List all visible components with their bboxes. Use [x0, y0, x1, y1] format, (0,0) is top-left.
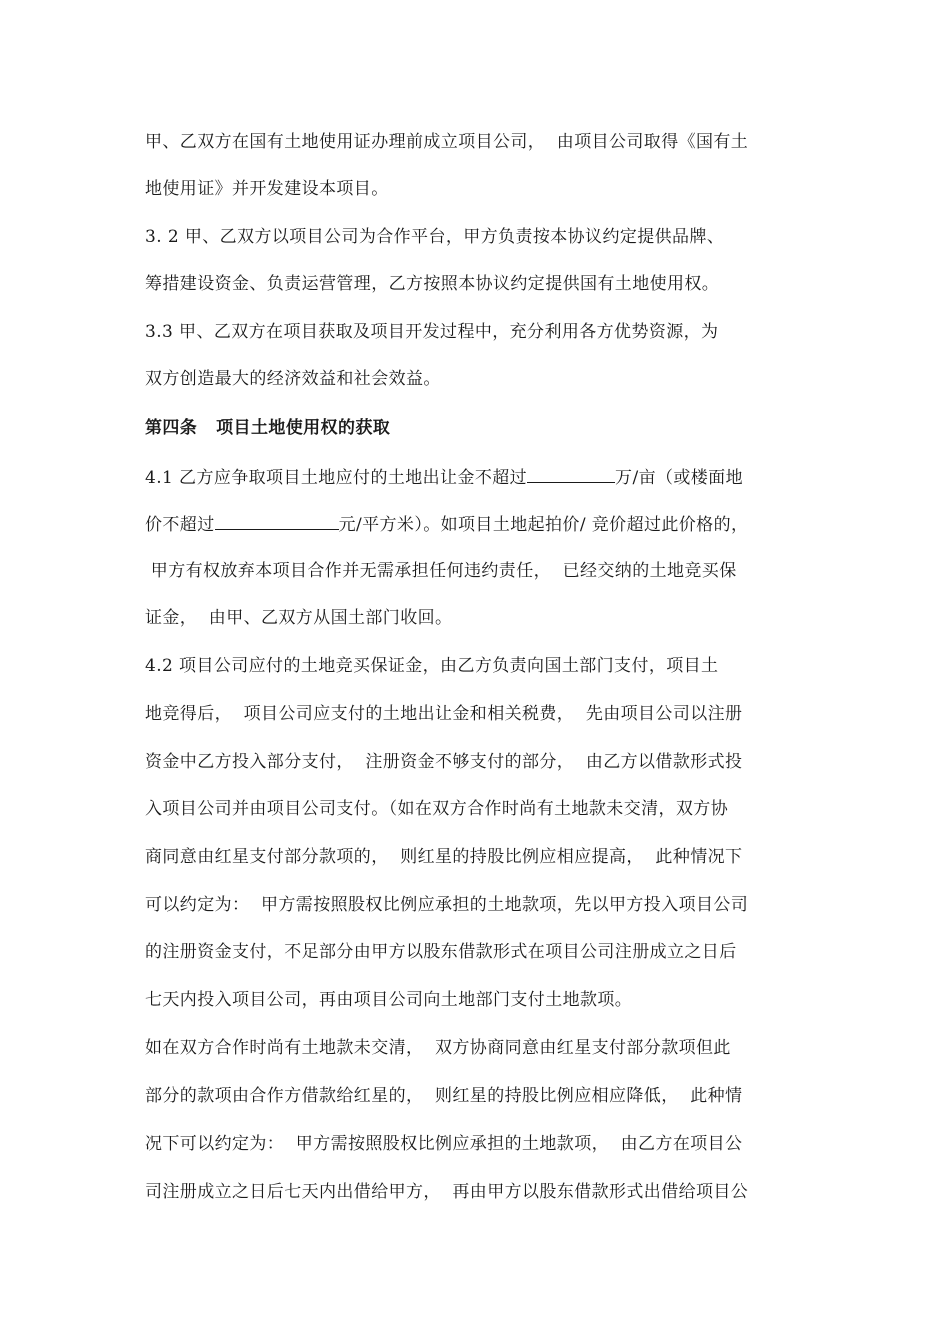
- clause-4-1-line-2: [145, 511, 748, 537]
- text-line: 3.3 甲、乙双方在项目获取及项目开发过程中，充分利用各方优势资源，为: [145, 322, 719, 342]
- text-segment: 价不超过: [145, 515, 215, 535]
- text-line: 入项目公司并由项目公司支付。（如在双方合作时尚有土地款未交清，双方协: [145, 799, 729, 819]
- floor-price-blank: [215, 511, 339, 530]
- text-line: 地使用证》并开发建设本项目。: [145, 179, 389, 199]
- text-line: 司注册成立之日后七天内出借给甲方， 再由甲方以股东借款形式出借给项目公: [145, 1182, 749, 1202]
- text-line: 4.2 项目公司应付的土地竞买保证金，由乙方负责向国土部门支付，项目土: [145, 656, 719, 676]
- text-segment: 元/平方米）。如项目土地起拍价/ 竞价超过此价格的，: [338, 515, 749, 535]
- text-line: 七天内投入项目公司，再由项目公司向土地部门支付土地款项。: [145, 990, 633, 1010]
- clause-4-1-line-1: [145, 464, 743, 490]
- text-line: 筹措建设资金、负责运营管理，乙方按照本协议约定提供国有土地使用权。: [145, 274, 720, 294]
- text-line: 双方创造最大的经济效益和社会效益。: [145, 369, 441, 389]
- text-line: 部分的款项由合作方借款给红星的， 则红星的持股比例应相应降低， 此种情: [145, 1086, 743, 1106]
- text-line: 甲、乙双方在国有土地使用证办理前成立项目公司， 由项目公司取得《国有土: [145, 132, 749, 152]
- text-line: 如在双方合作时尚有土地款未交清， 双方协商同意由红星支付部分款项但此: [145, 1038, 731, 1058]
- text-line: 3. 2 甲、乙双方以项目公司为合作平台，甲方负责按本协议约定提供品牌、: [145, 227, 725, 247]
- text-line: 证金， 由甲、乙双方从国土部门收回。: [145, 608, 453, 628]
- text-line: 的注册资金支付，不足部分由甲方以股东借款形式在项目公司注册成立之日后: [145, 942, 737, 962]
- text-line: 商同意由红星支付部分款项的， 则红星的持股比例应相应提高， 此种情况下: [145, 847, 743, 867]
- text-line: 资金中乙方投入部分支付， 注册资金不够支付的部分， 由乙方以借款形式投: [145, 752, 743, 772]
- text-line: 况下可以约定为： 甲方需按照股权比例应承担的土地款项， 由乙方在项目公: [145, 1134, 743, 1154]
- text-segment: 万/亩（或楼面地: [615, 468, 743, 488]
- section-heading: 第四条 项目土地使用权的获取: [145, 418, 391, 438]
- text-segment: 4.1 乙方应争取项目土地应付的土地出让金不超过: [145, 468, 528, 488]
- text-line: 地竞得后， 项目公司应支付的土地出让金和相关税费， 先由项目公司以注册: [145, 704, 743, 724]
- price-per-mu-blank: [527, 464, 615, 483]
- text-line: 甲方有权放弃本项目合作并无需承担任何违约责任， 已经交纳的土地竞买保: [145, 561, 737, 581]
- text-line: 可以约定为： 甲方需按照股权比例应承担的土地款项，先以甲方投入项目公司: [145, 895, 749, 915]
